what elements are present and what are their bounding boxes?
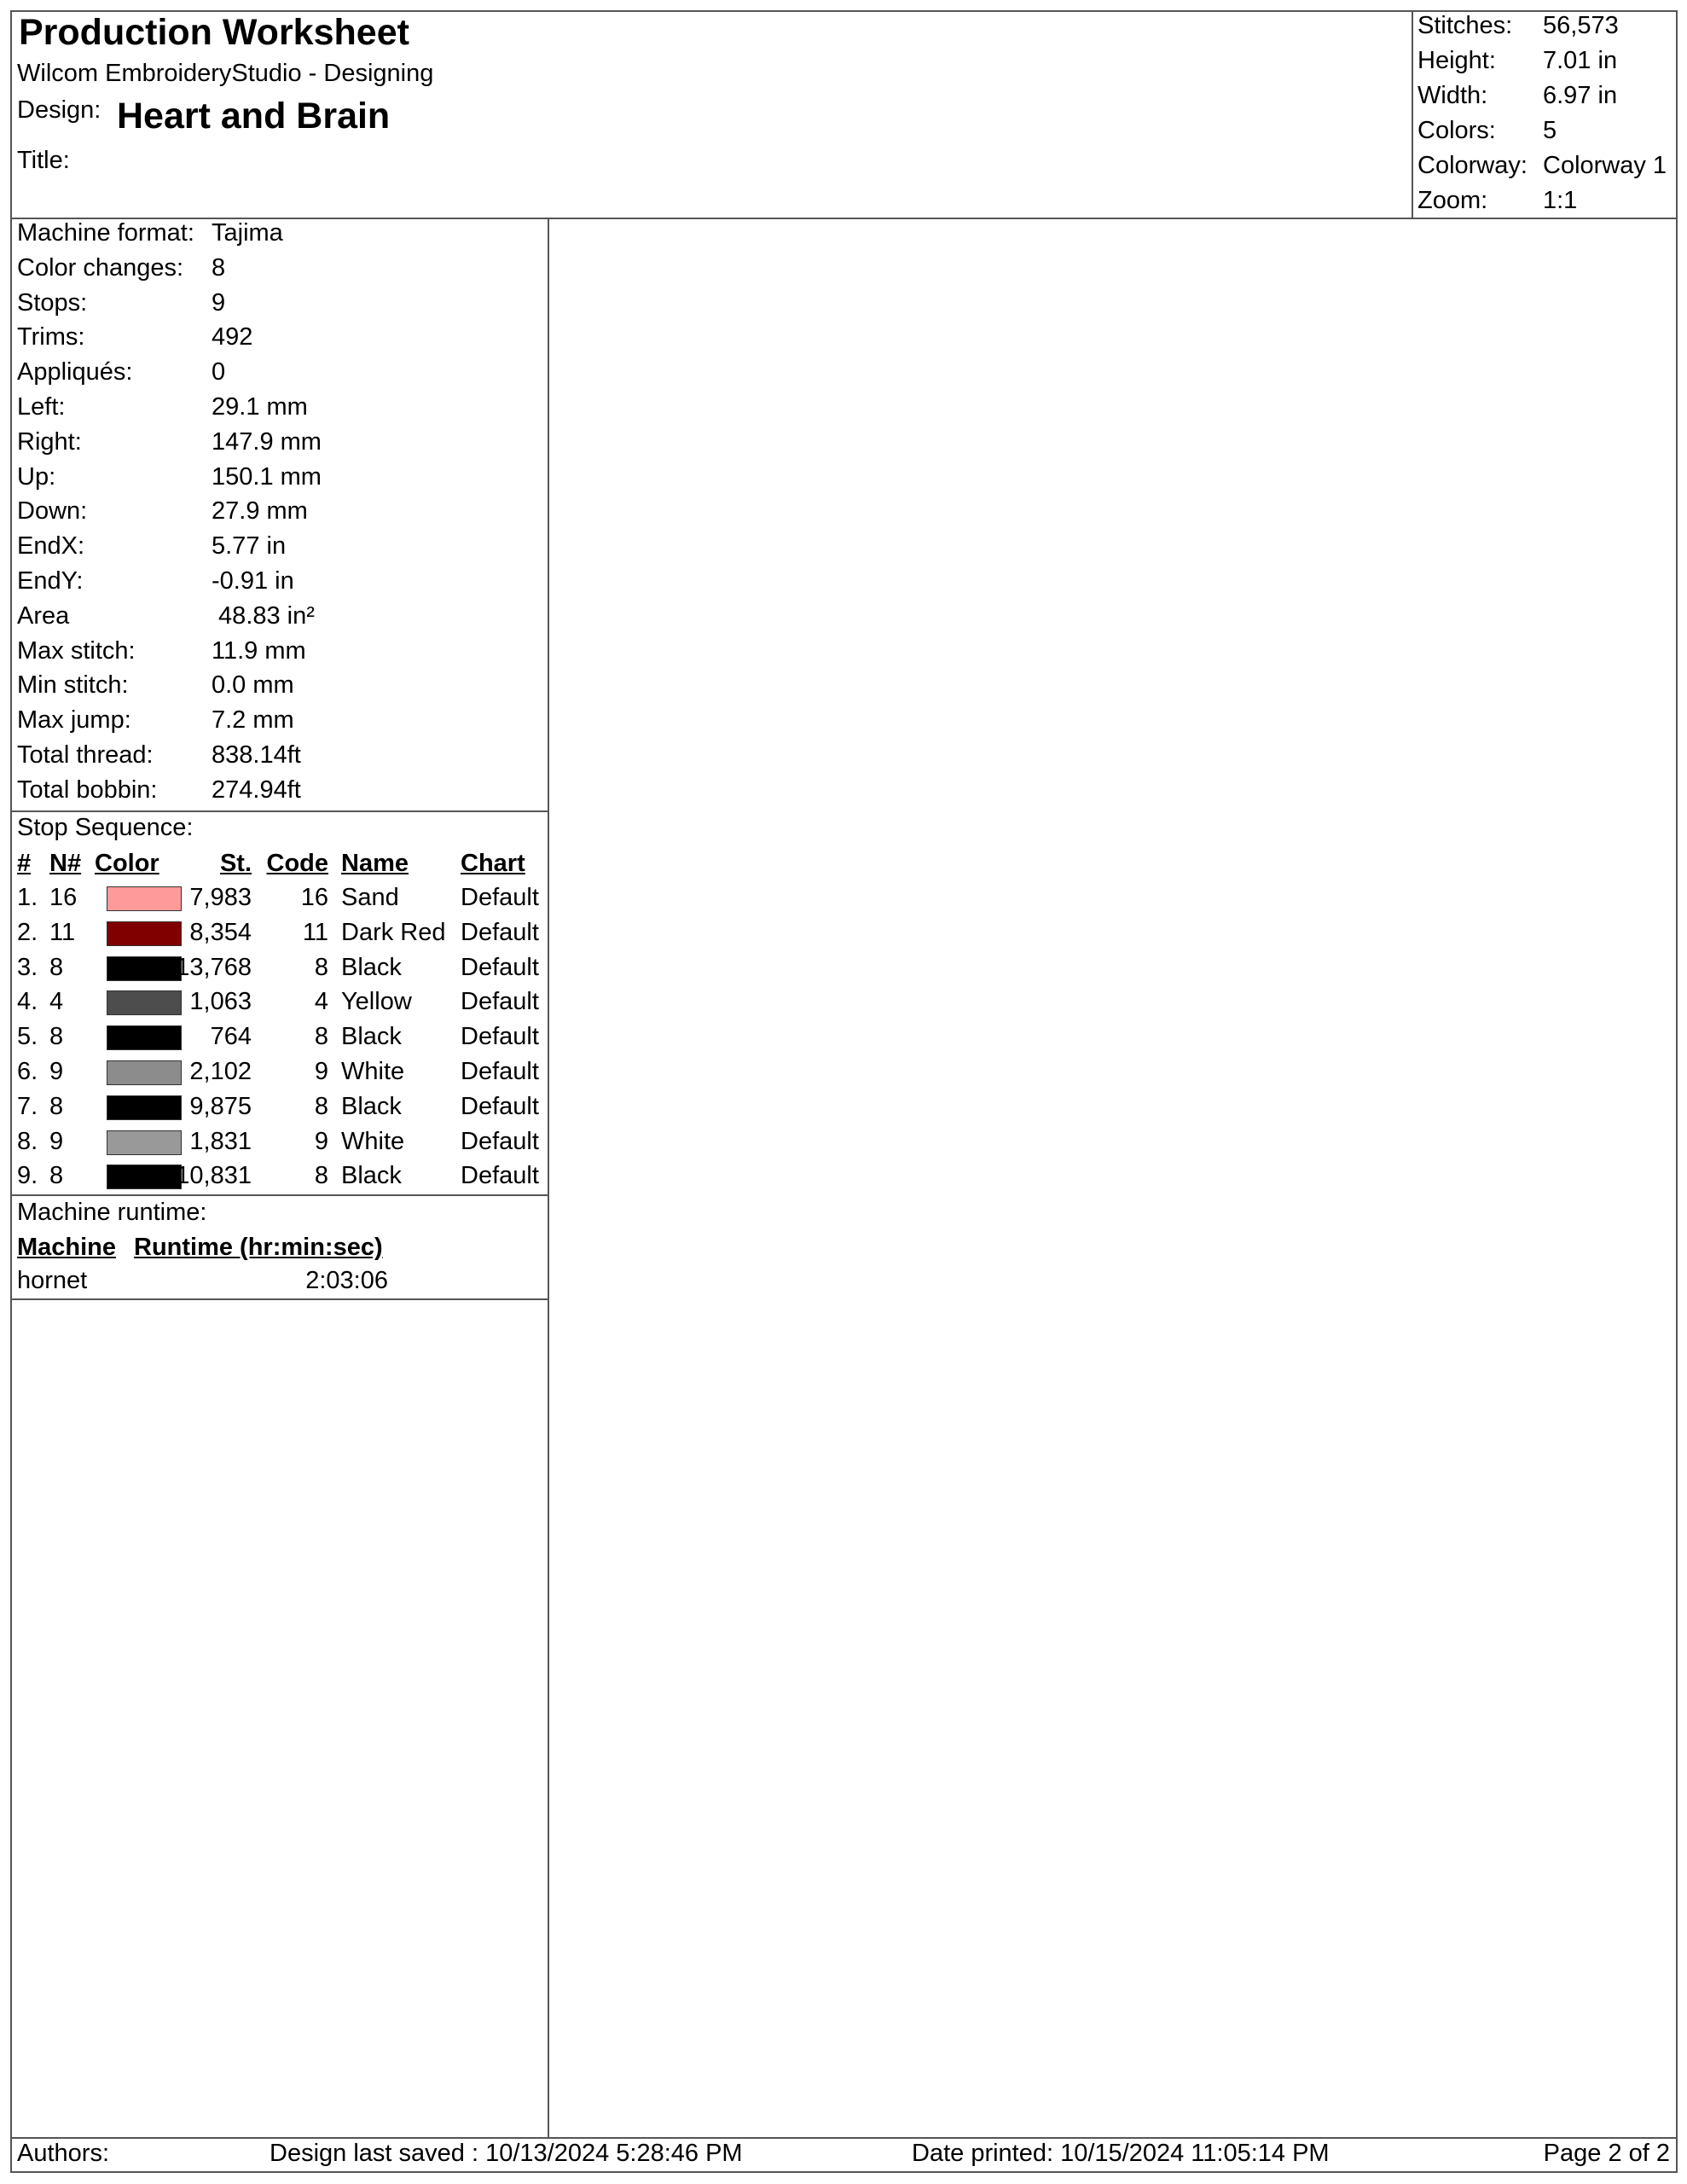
row-name: White [341,1058,405,1085]
stat-value: 29.1 mm [212,392,308,421]
summary-row [1417,187,1673,222]
row-needle: 4 [49,988,64,1016]
summary-label: Height: [1417,47,1496,74]
design-label: Design: [17,96,101,124]
table-row [17,1128,563,1163]
row-chart: Default [461,988,539,1016]
page-title: Production Worksheet [19,12,409,53]
stat-row [17,289,546,324]
row-code: 16 [300,884,328,911]
stat-value: 7.2 mm [212,706,294,735]
stat-value: 8 [212,253,226,282]
row-name: Sand [341,884,399,911]
stat-label: Stops: [17,288,88,317]
row-name: Dark Red [341,918,446,946]
summary-value: 1:1 [1543,187,1578,214]
title-label: Title: [17,147,70,174]
table-row [17,988,563,1023]
summary-row [1417,82,1673,117]
footer-page-number: Page 2 of 2 [1543,2140,1670,2167]
stat-label: Total bobbin: [17,775,158,804]
stat-row [17,602,546,637]
row-stitches: 8,354 [189,918,252,946]
row-chart: Default [461,1092,539,1120]
seq-header-color: Color [95,850,159,877]
table-row [17,1058,563,1093]
stat-value: -0.91 in [212,566,294,595]
row-needle: 11 [49,918,76,946]
stat-label: Color changes: [17,253,184,282]
table-row [17,919,563,954]
footer-date-printed: Date printed: 10/15/2024 11:05:14 PM [912,2140,1330,2167]
stat-row [17,637,546,672]
summary-row [1417,12,1673,47]
summary-label: Colors: [1417,117,1496,144]
row-chart: Default [461,1023,539,1051]
row-chart: Default [461,1058,539,1085]
summary-label: Colorway: [1417,152,1528,179]
row-name: White [341,1127,405,1155]
stat-label: Up: [17,462,56,491]
seq-header-num: # [17,850,32,877]
summary-row [1417,117,1673,152]
summary-label: Stitches: [1417,12,1513,39]
stat-label: Down: [17,497,88,526]
stat-value: 150.1 mm [212,462,322,491]
stat-label: Area [17,601,70,630]
stat-row [17,358,546,393]
software-subtitle: Wilcom EmbroideryStudio - Designing [17,60,434,87]
row-stitches: 10,831 [176,1162,252,1190]
summary-value: 56,573 [1543,12,1619,39]
stat-value: 5.77 in [212,532,287,561]
runtime-value: 2:03:06 [305,1267,388,1294]
summary-row [1417,47,1673,82]
row-name: Black [341,1162,402,1190]
seq-header-chart: Chart [461,850,525,877]
row-chart: Default [461,1162,539,1190]
stat-label: Max stitch: [17,636,136,665]
row-name: Yellow [341,988,412,1016]
row-number: 9. [17,1162,38,1190]
runtime-header-runtime: Runtime (hr:min:sec) [134,1234,383,1261]
seq-header-stitches: St. [219,850,252,877]
runtime-divider [10,1298,549,1300]
stat-row [17,671,546,706]
summary-value: 6.97 in [1543,82,1618,109]
stat-row [17,776,546,811]
design-preview-area [551,221,1675,2135]
stat-label: Min stitch: [17,671,129,700]
stat-label: Machine format: [17,219,194,247]
stat-label: Appliqués: [17,358,133,386]
row-stitches: 7,983 [189,884,252,911]
row-stitches: 13,768 [176,953,252,981]
row-chart: Default [461,918,539,946]
stat-row [17,428,546,463]
stat-label: EndX: [17,532,84,561]
table-row [17,1093,563,1128]
stat-row [17,497,546,532]
row-chart: Default [461,953,539,981]
footer-divider [10,2137,1678,2139]
stat-value: 147.9 mm [212,427,322,456]
row-name: Black [341,1092,402,1120]
row-code: 4 [314,988,328,1016]
design-name: Heart and Brain [117,96,391,136]
footer-last-saved: Design last saved : 10/13/2024 5:28:46 PM [270,2140,743,2167]
stat-value: 27.9 mm [212,497,308,526]
stat-row [17,254,546,289]
stat-row [17,219,546,254]
table-row [17,884,563,919]
row-stitches: 1,063 [189,988,252,1016]
stat-label: Right: [17,427,82,456]
runtime-header-machine: Machine [17,1234,117,1261]
stat-label: Total thread: [17,741,154,769]
row-stitches: 9,875 [189,1092,252,1120]
stat-value: 838.14ft [212,741,301,769]
row-code: 9 [314,1127,328,1155]
row-stitches: 2,102 [189,1058,252,1085]
table-row [17,1162,563,1197]
row-code: 8 [314,1162,328,1190]
stat-row [17,393,546,428]
stat-row [17,323,546,358]
row-name: Black [341,1023,402,1051]
row-code: 9 [314,1058,328,1085]
machine-stats [17,219,546,811]
row-code: 8 [314,1092,328,1120]
row-number: 7. [17,1092,38,1120]
runtime-machine-name: hornet [17,1267,88,1294]
summary-value: 5 [1543,117,1557,144]
stat-row [17,532,546,567]
row-chart: Default [461,884,539,911]
stop-sequence-label: Stop Sequence: [17,814,194,841]
seq-header-code: Code [266,850,328,877]
summary-value: 7.01 in [1543,47,1618,74]
row-stitches: 764 [210,1023,252,1051]
row-chart: Default [461,1127,539,1155]
row-code: 8 [314,953,328,981]
row-number: 1. [17,884,38,911]
stat-row [17,463,546,498]
row-needle: 8 [49,1162,64,1190]
row-needle: 8 [49,1023,64,1051]
stat-label: Trims: [17,323,85,351]
stat-row [17,741,546,776]
stat-value: Tajima [212,219,283,247]
stat-value: 0.0 mm [212,671,294,700]
footer-authors: Authors: [17,2140,109,2167]
stat-label: Max jump: [17,706,131,735]
row-name: Black [341,953,402,981]
seq-header-needle: N# [49,850,82,877]
stop-sequence-table [17,884,563,1199]
row-number: 5. [17,1023,38,1051]
row-stitches: 1,831 [189,1127,252,1155]
row-code: 11 [302,918,328,946]
row-needle: 9 [49,1058,64,1085]
summary-divider [1412,10,1413,219]
machine-runtime-label: Machine runtime: [17,1199,207,1226]
stat-value: 0 [212,358,226,386]
row-number: 3. [17,953,38,981]
row-code: 8 [314,1023,328,1051]
stat-value: 11.9 mm [212,636,306,665]
row-number: 2. [17,918,38,946]
row-number: 6. [17,1058,38,1085]
summary-row [1417,152,1673,187]
stat-row [17,706,546,741]
row-needle: 8 [49,953,64,981]
table-row [17,1023,563,1058]
stat-label: EndY: [17,566,84,595]
stat-value: 274.94ft [212,775,301,804]
summary-value: Colorway 1 [1543,152,1667,179]
design-summary [1417,12,1673,222]
seq-header-name: Name [341,850,409,877]
row-number: 8. [17,1127,38,1155]
stat-label: Left: [17,392,66,421]
summary-label: Width: [1417,82,1488,109]
table-row [17,954,563,989]
stat-row [17,567,546,602]
row-needle: 16 [49,884,78,911]
row-needle: 8 [49,1092,64,1120]
stat-value: 492 [212,323,253,351]
row-needle: 9 [49,1127,64,1155]
summary-label: Zoom: [1417,187,1488,214]
stat-value: 48.83 in² [212,601,315,630]
row-number: 4. [17,988,38,1016]
stat-value: 9 [212,288,226,317]
